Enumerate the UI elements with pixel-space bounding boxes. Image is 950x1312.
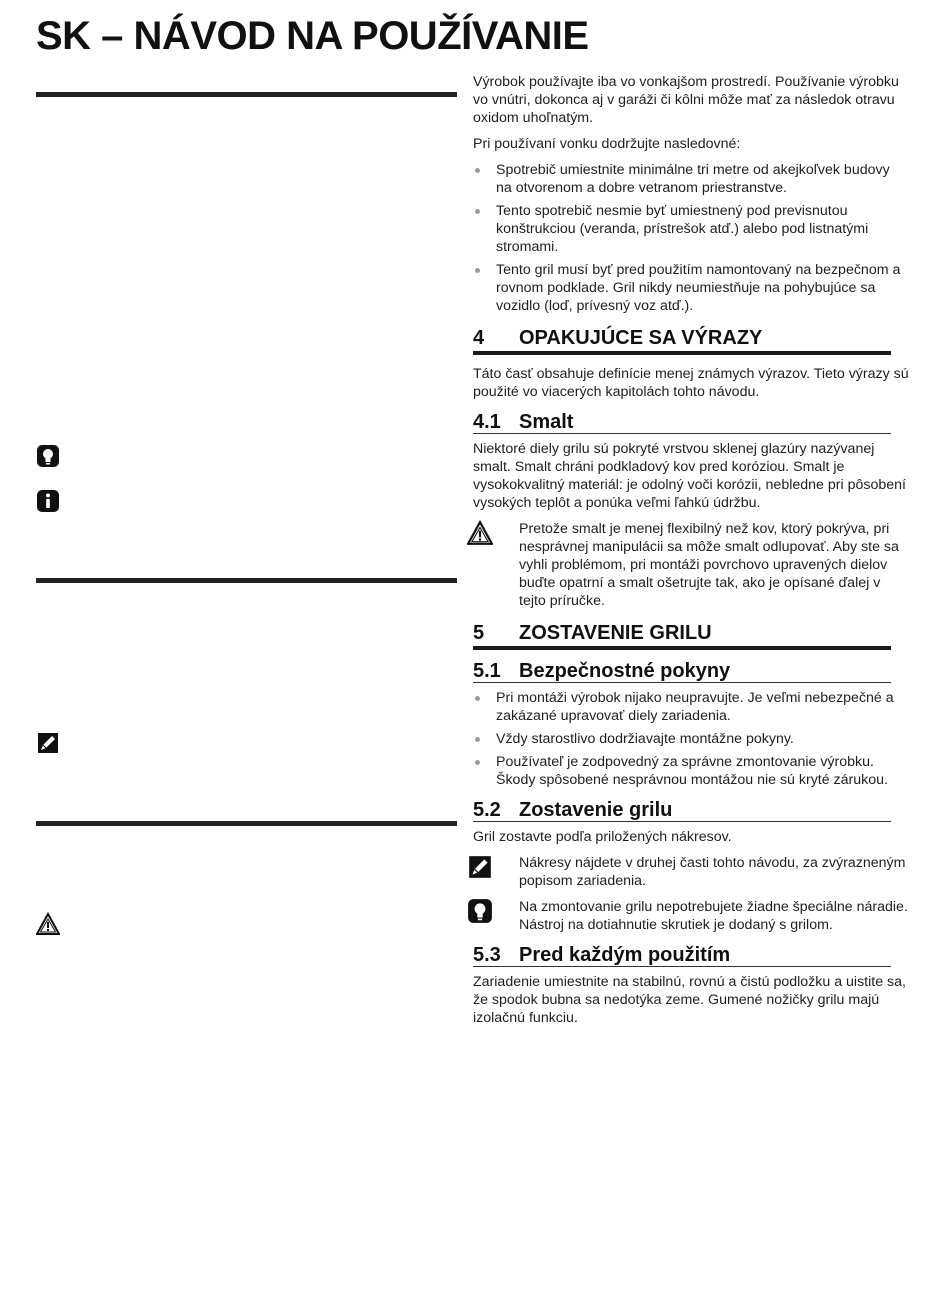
left-section-rule [36,578,457,583]
list-item: Používateľ je zodpovedný za správne zmontovanie výrobku. Škody spôsobené nesprávnou montážou nie sú kryté zárukou. [473,753,909,789]
section-number: 5 [473,622,485,644]
warning-text: Pretože smalt je menej flexibilný než kov, ktorý pokrýva, pri nesprávnej manipulácii sa môže smalt odlupovať. Aby ste sa vyhli problémom, pri montáži povrchovo upravených dielov buďte opatrní a smalt ošetrujte tak, ako je opísané ďalej v tejto príručke. [519,521,899,609]
section-title: Bezpečnostné pokyny [519,660,731,682]
list-item: Vždy starostlivo dodržiavajte montážne pokyny. [473,730,909,748]
intro-paragraph: Pri používaní vonku dodržujte nasledovné: [473,136,741,152]
warning-icon [36,912,60,936]
drawing-note [473,854,909,890]
section-number: 5.3 [473,944,501,966]
section-title: Pred každým použitím [519,944,731,966]
lightbulb-icon [473,898,519,934]
tip-text: Na zmontovanie grilu nepotrebujete žiadne špeciálne náradie. Nástroj na dotiahnutie skrutiek je dodaný s grilom. [519,899,908,933]
lightbulb-icon [36,444,60,468]
safety-bullet-list [473,689,909,789]
intro-paragraph: Výrobok používajte iba vo vonkajšom prostredí. Používanie výrobku vo vnútri, dokonca aj v garáži či kôlni môže mať za následok otravu oxidom uhoľnatým. [473,74,899,126]
section-5-1-heading [473,662,891,683]
section-4-1-paragraph: Niektoré diely grilu sú pokryté vrstvou sklenej glazúry nazývanej smalt. Smalt chráni podkladový kov pred koróziou. Smalt je vysokokvalitný materiál: je odolný voči korózii, nebledne pri pôsobení vysokých teplôt a ponúka veľmi ľahkú údržbu. [473,441,906,511]
page-title: SK – NÁVOD NA POUŽÍVANIE [36,14,589,58]
info-icon [36,489,60,513]
section-number: 5.1 [473,660,501,682]
pencil-note-icon [36,731,60,755]
list-item: Spotrebič umiestnite minimálne tri metre od akejkoľvek budovy na otvorenom a dobre vetranom priestranstve. [473,161,909,197]
left-section-rule [36,821,457,826]
section-5-3-paragraph: Zariadenie umiestnite na stabilnú, rovnú a čistú podložku a uistite sa, že spodok bubna sa nedotýka zeme. Gumené nožičky grilu majú izolačnú funkciu. [473,974,906,1026]
warning-icon [473,520,519,610]
warning-note [473,520,909,610]
intro-bullet-list [473,161,909,315]
list-item: Pri montáži výrobok nijako neupravujte. Je veľmi nebezpečné a zakázané upravovať diely zariadenia. [473,689,909,725]
left-section-rule [36,92,457,97]
tip-note [473,898,909,934]
list-item: Tento gril musí byť pred použitím namontovaný na bezpečnom a rovnom podklade. Gril nikdy neumiestňuje na pohybujúce sa vozidlo (loď, prívesný voz atď.). [473,261,909,315]
section-title: OPAKUJÚCE SA VÝRAZY [519,327,763,349]
section-5-2-heading [473,801,891,822]
section-4-heading [473,329,891,355]
section-5-heading [473,624,891,650]
section-4-paragraph: Táto časť obsahuje definície menej známych výrazov. Tieto výrazy sú použité vo viacerých kapitolách tohto návodu. [473,366,909,400]
section-title: Zostavenie grilu [519,799,673,821]
section-5-3-heading [473,946,891,967]
right-column [473,73,909,1035]
note-text: Nákresy nájdete v druhej časti tohto návodu, za zvýrazneným popisom zariadenia. [519,855,906,889]
section-number: 4.1 [473,411,501,433]
pencil-note-icon [473,854,519,890]
section-4-1-heading [473,413,891,434]
section-number: 4 [473,327,485,349]
section-number: 5.2 [473,799,501,821]
section-title: Smalt [519,411,574,433]
section-5-2-paragraph: Gril zostavte podľa priložených nákresov. [473,829,732,845]
list-item: Tento spotrebič nesmie byť umiestnený pod previsnutou konštrukciou (veranda, prístrešok atď.) alebo pod listnatými stromami. [473,202,909,256]
section-title: ZOSTAVENIE GRILU [519,622,712,644]
